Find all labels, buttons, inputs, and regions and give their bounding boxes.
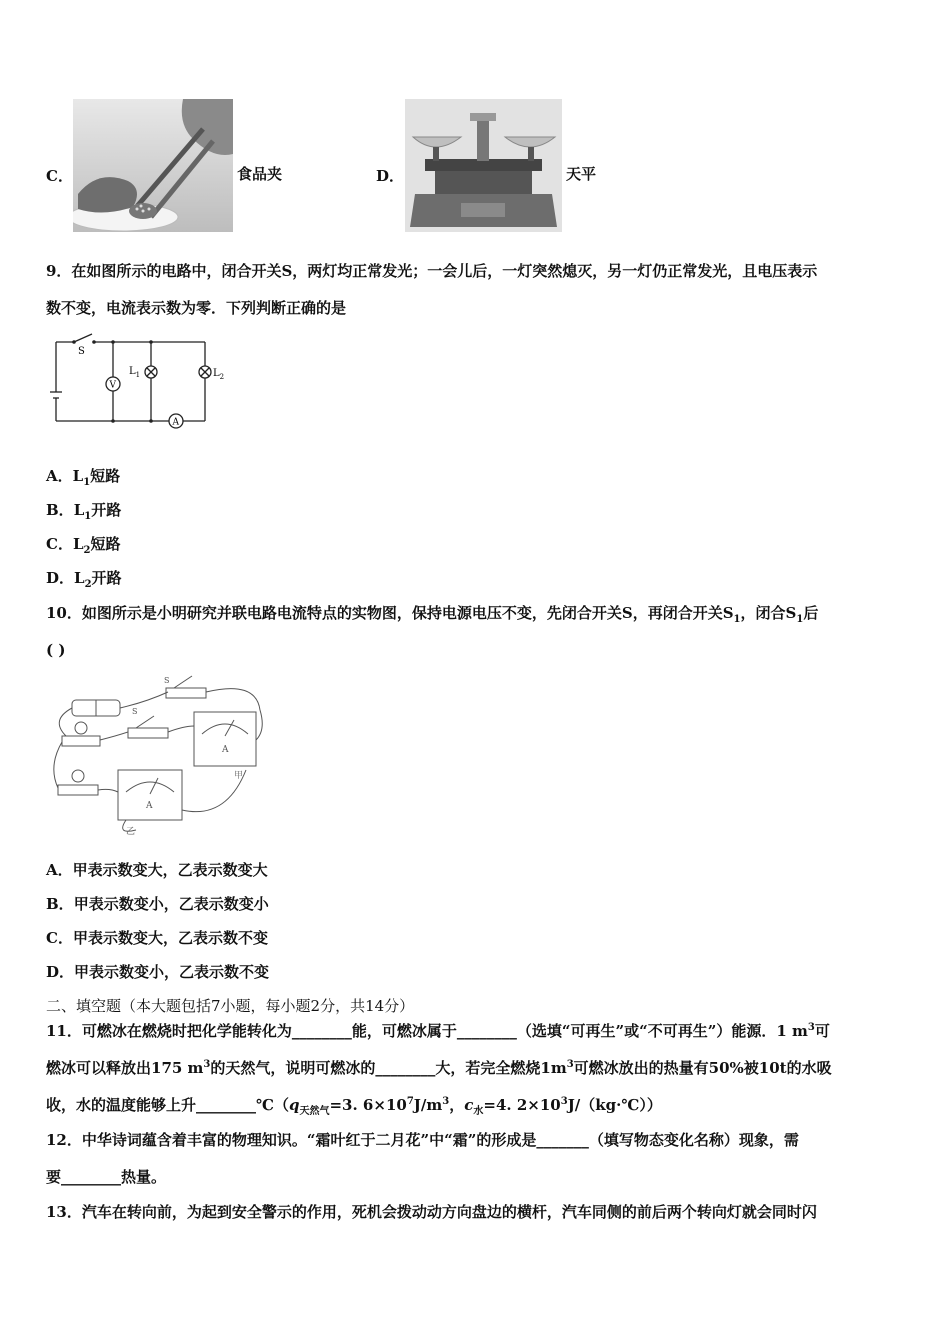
q9-stem-line1: 9．在如图所示的电路中，闭合开关S，两灯均正常发光；一会儿后，一灯突然熄灭，另一灯仍正常发光，且电压表示 <box>46 262 818 280</box>
label-jia: 甲 <box>234 771 244 781</box>
q10-stem-line1: 10．如图所示是小明研究并联电路电流特点的实物图，保持电源电压不变，先闭合开关S，再闭合开关$S_1$，闭合$S_1$后 <box>46 604 819 625</box>
ammeter-jia-symbol: A <box>222 745 229 755</box>
voltmeter-symbol: V <box>109 380 116 391</box>
section-2-title: 二、填空题（本大题包括7小题，每小题2分，共14分） <box>46 997 415 1015</box>
q10-option-a[interactable]: A．甲表示数变大，乙表示数变大 <box>46 861 268 879</box>
switch-s1-label: S <box>132 707 138 716</box>
food-tongs-image <box>73 99 233 232</box>
q12-line1: 12．中华诗词蕴含着丰富的物理知识。“霜叶红于二月花”中“霜”的形成是_______（填写物态变化名称）现象，需 <box>46 1131 799 1149</box>
q12-line2: 要________热量。 <box>46 1168 167 1186</box>
label-yi: 乙 <box>126 827 136 837</box>
q9-option-c[interactable]: C．$L_2$短路 <box>46 535 121 556</box>
ammeter-yi-symbol: A <box>146 801 153 811</box>
q10-option-c[interactable]: C．甲表示数变大，乙表示数不变 <box>46 929 268 947</box>
q9-option-d[interactable]: D．$L_2$开路 <box>46 569 122 590</box>
q9-stem-line2: 数不变，电流表示数为零．下列判断正确的是 <box>46 299 347 317</box>
q10-option-d[interactable]: D．甲表示数变小，乙表示数不变 <box>46 963 270 981</box>
q9-option-a[interactable]: A．$L_1$短路 <box>46 467 121 488</box>
option-d-label: 天平 <box>566 165 597 183</box>
q10-option-b[interactable]: B．甲表示数变小，乙表示数变小 <box>46 895 269 913</box>
q11-line2: 燃冰可以释放出175 $m^3$的天然气，说明可燃冰的________大，若完全燃烧$1m^3$可燃冰放出的热量有50%被10t的水吸 <box>46 1059 832 1077</box>
q9-option-b[interactable]: B．$L_1$开路 <box>46 501 122 522</box>
q11-line1: 11．可燃冰在燃烧时把化学能转化为________能，可燃冰属于________（选填“可再生”或“不可再生”）能源．1 $m^3$可 <box>46 1022 830 1040</box>
option-c-letter: C． <box>46 167 73 185</box>
lamp-l2-label: $L_2$ <box>213 368 225 381</box>
option-c-label: 食品夹 <box>237 165 283 183</box>
q10-circuit-figure <box>46 670 274 838</box>
option-d-letter: D． <box>376 167 405 185</box>
q10-stem-line2: ( ) <box>46 641 66 659</box>
q13-line1: 13．汽车在转向前，为起到安全警示的作用，死机会拨动动方向盘边的横杆，汽车同侧的前后两个转向灯就会同时闪 <box>46 1203 817 1221</box>
ammeter-symbol: A <box>172 417 179 428</box>
q11-line3: 收，水的温度能够上升$\_\_\_\_\_\_\_\_℃(q_{天然气}=3$. $6\times 10^7J/m^3$，$c_水=4$. $2\times 10^3J/(kg\cdot℃)$） <box>46 1096 662 1117</box>
switch-label: S <box>78 346 85 357</box>
lamp-l1-label: $L_1$ <box>129 366 141 379</box>
q9-circuit-diagram <box>44 330 234 434</box>
switch-s-label: S <box>164 676 170 685</box>
balance-scale-image <box>405 99 562 232</box>
